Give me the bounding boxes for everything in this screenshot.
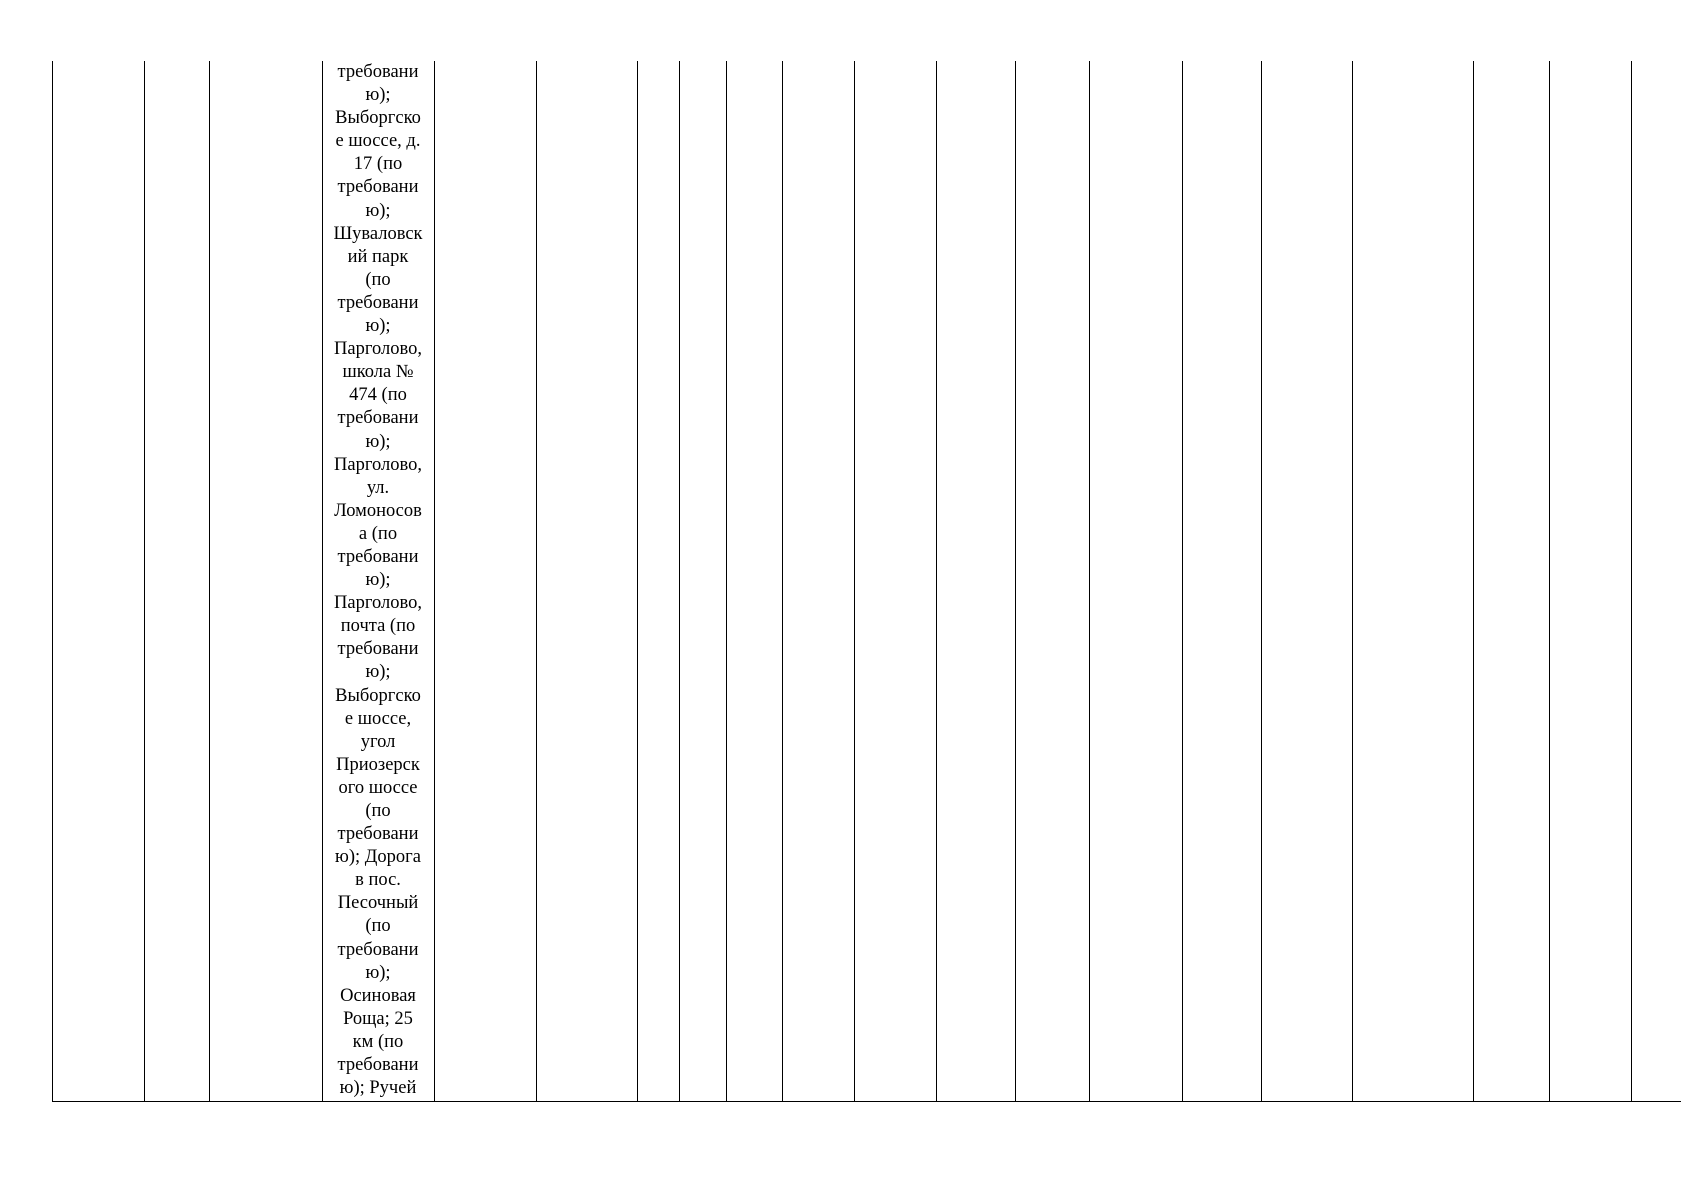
route-stops-line: Ломоносов [334,500,422,521]
route-stops-line: (по [365,269,391,290]
route-stops-line: школа № [342,362,414,383]
column-border [854,61,855,1101]
route-stops-line: ю); Ручей [339,1078,417,1099]
route-stops-line: ю); Дорога [335,847,421,868]
route-stops-line: требовани [337,292,419,313]
route-stops-line: в пос. [355,870,401,891]
column-border [936,61,937,1101]
column-border [1473,61,1474,1101]
route-stops-line: е шоссе, д. [335,131,421,152]
route-stops-line: ю); [365,200,391,221]
route-stops-line: требовани [337,639,419,660]
route-stops-line: ул. [366,477,390,498]
column-border [1015,61,1016,1101]
column-border [637,61,638,1101]
route-stops-line: Шуваловск [333,223,423,244]
column-border [679,61,680,1101]
route-stops-line: е шоссе, [344,708,412,729]
route-stops-line: ий парк [347,246,409,267]
route-stops-line: Парголово, [334,339,422,360]
route-stops-line: требовани [337,939,419,960]
route-stops-line: Парголово, [334,593,422,614]
route-stops-cell [322,61,434,1101]
route-stops-line: ю); [365,316,391,337]
column-border [1549,61,1550,1101]
route-stops-line: требовани [337,62,419,82]
route-stops-line: 474 (по [349,385,407,406]
column-border [1631,61,1632,1101]
route-stops-line: Парголово, [334,454,422,475]
route-stops-line: Песочный [337,893,419,914]
route-stops-line: (по [365,801,391,821]
route-stops-line: ю); [365,570,391,591]
route-stops-line: Роща; 25 [343,1008,413,1029]
column-border [1182,61,1183,1101]
route-stops-line: требовани [337,177,419,198]
route-stops-line: требовани [337,1055,419,1076]
column-border [536,61,537,1101]
column-border [1352,61,1353,1101]
column-border [434,61,435,1101]
route-stops-line: почта (по [340,616,416,637]
route-stops-line: 17 (по [353,154,403,175]
route-stops-line: Выборгско [335,685,421,706]
document-table [52,61,1681,1102]
column-border [1261,61,1262,1101]
column-border [52,61,53,1101]
column-border [726,61,727,1101]
column-border [1089,61,1090,1101]
route-stops-line: Выборгско [335,108,421,129]
column-border [782,61,783,1101]
route-stops-line: ого шоссе [338,777,418,798]
route-stops-line: ю); [365,662,391,683]
route-stops-line: угол [360,731,396,752]
route-stops-line: ю); [365,431,391,452]
route-stops-line: а (по [358,523,398,544]
route-stops-line: ю); [365,962,391,983]
route-stops-line: Осиновая [340,985,416,1006]
column-border [209,61,210,1101]
route-stops-line: требовани [337,824,419,845]
route-stops-line: ю); [365,85,391,106]
route-stops-line: Приозерск [336,754,420,775]
column-border [144,61,145,1101]
route-stops-line: км (по [352,1031,404,1052]
route-stops-line: требовани [337,546,419,567]
route-stops-line: требовани [337,408,419,429]
route-stops-line: (по [365,916,391,937]
